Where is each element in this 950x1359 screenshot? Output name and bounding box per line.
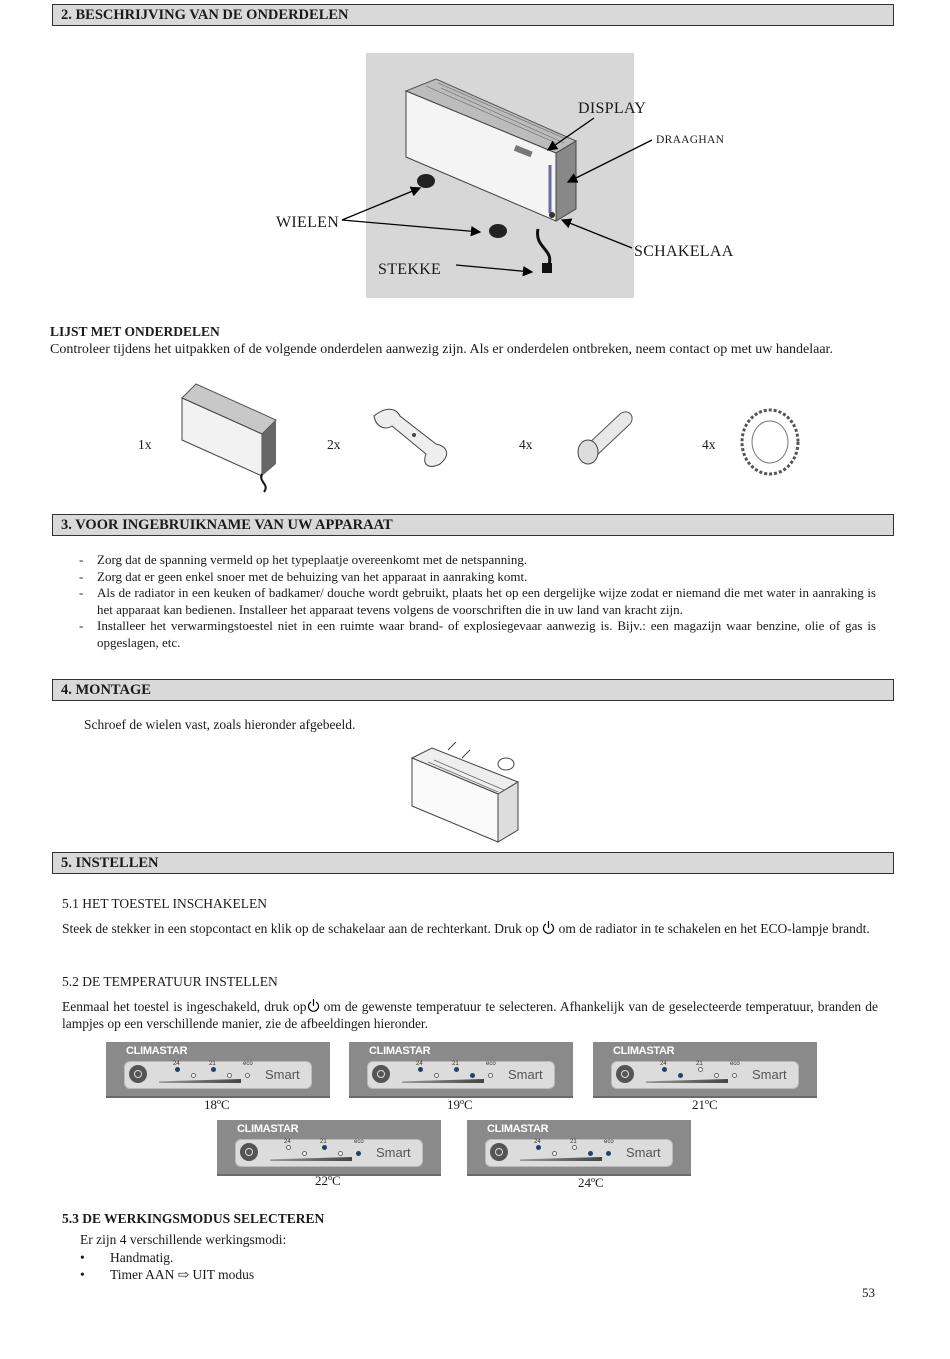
part-qty-washer: 4x	[702, 437, 716, 452]
part-qty-handle: 2x	[327, 437, 341, 452]
part-handle-image	[366, 402, 462, 476]
panel-caption: 18ºC	[204, 1097, 230, 1112]
page-number: 53	[862, 1285, 875, 1300]
diagram-arrows	[0, 0, 950, 320]
panel-caption: 24ºC	[578, 1175, 604, 1190]
list-item: - Als de radiator in een keuken of badkamer/ douche wordt gebruikt, plaats het op een dergelijke wijze zodat er niemand die met water in aanraking is het apparaat kan bedienen. Installeer het apparaat tevens volgens de voorschriften die in uw land van kracht zijn.	[78, 585, 876, 618]
list-item: - Installeer het verwarmingstoestel niet in een ruimte waar brand- of explosiegevaar aanwezig is. Bijv.: een magazijn waar benzine, olie of gas is opgeslagen, etc.	[78, 618, 876, 651]
power-button-icon	[240, 1143, 258, 1161]
power-button-icon	[616, 1065, 634, 1083]
label-stekke: STEKKE	[378, 261, 442, 278]
control-panel-24c: CLIMASTAR 24 21 eco Smart	[467, 1120, 691, 1176]
section-4-header: 4. MONTAGE	[52, 679, 894, 701]
s52-text-b: om de gewenste temperatuur te selecteren. Afhankelijk van de geselecteerde temperatuur, branden de lampjes op een verschillende manier, zie de afbeeldingen hieronder.	[62, 999, 878, 1031]
section-2-header: 2. BESCHRIJVING VAN DE ONDERDELEN	[52, 4, 894, 26]
part-screw-image	[570, 406, 640, 468]
power-icon	[307, 998, 320, 1014]
panel-caption: 22ºC	[315, 1173, 341, 1188]
mode-item: • Handmatig.	[80, 1250, 174, 1265]
part-heater-image	[174, 378, 284, 496]
label-schakelaar: SCHAKELAA	[634, 243, 734, 260]
s52-text	[62, 998, 878, 1032]
s51-title: 5.1 HET TOESTEL INSCHAKELEN	[62, 896, 267, 911]
part-qty-screw: 4x	[519, 437, 533, 452]
montage-text: Schroef de wielen vast, zoals hieronder afgebeeld.	[84, 717, 356, 732]
panel-brand: CLIMASTAR	[126, 1045, 188, 1057]
control-panel-21c: CLIMASTAR 24 21 eco Smart	[593, 1042, 817, 1098]
part-qty-heater: 1x	[138, 437, 152, 452]
s53-intro: Er zijn 4 verschillende werkingsmodi:	[80, 1232, 287, 1247]
power-button-icon	[372, 1065, 390, 1083]
mode-item: • Timer AAN ⇨ UIT modus	[80, 1267, 255, 1282]
label-draaghan: DRAAGHAN	[656, 134, 725, 146]
list-item: - Zorg dat er geen enkel snoer met de behuizing van het apparaat in aanraking komt.	[78, 569, 876, 586]
label-display: DISPLAY	[578, 100, 647, 117]
parts-intro: Controleer tijdens het uitpakken of de volgende onderdelen aanwezig zijn. Als er onderdelen ontbreken, neem contact op met uw handelaar.	[50, 342, 833, 357]
parts-title: LIJST MET ONDERDELEN	[50, 324, 220, 339]
section-5-header: 5. INSTELLEN	[52, 852, 894, 874]
s51-text-b: om de radiator in te schakelen en het ECO-lampje brandt.	[558, 921, 870, 936]
list-item: - Zorg dat de spanning vermeld op het typeplaatje overeenkomt met de netspanning.	[78, 552, 876, 569]
power-icon	[542, 920, 555, 936]
control-panel-19c: CLIMASTAR 24 21 eco Smart	[349, 1042, 573, 1098]
power-button-icon	[490, 1143, 508, 1161]
power-button-icon	[129, 1065, 147, 1083]
s51-text	[62, 920, 878, 937]
s51-text-a: Steek de stekker in een stopcontact en klik op de schakelaar aan de rechterkant. Druk op	[62, 921, 539, 936]
control-panel-18c: CLIMASTAR 24 21 eco Smart	[106, 1042, 330, 1098]
section-3-header: 3. VOOR INGEBRUIKNAME VAN UW APPARAAT	[52, 514, 894, 536]
s52-title: 5.2 DE TEMPERATUUR INSTELLEN	[62, 974, 278, 989]
panel-caption: 19ºC	[447, 1097, 473, 1112]
panel-caption: 21ºC	[692, 1097, 718, 1112]
s53-title: 5.3 DE WERKINGSMODUS SELECTEREN	[62, 1211, 325, 1226]
label-wielen: WIELEN	[276, 214, 340, 231]
control-panel-22c: CLIMASTAR 24 21 eco Smart	[217, 1120, 441, 1176]
before-use-list	[78, 552, 876, 652]
part-washer-image	[738, 406, 802, 478]
s52-text-a: Eenmaal het toestel is ingeschakeld, druk op	[62, 999, 307, 1014]
montage-illustration	[408, 742, 522, 848]
